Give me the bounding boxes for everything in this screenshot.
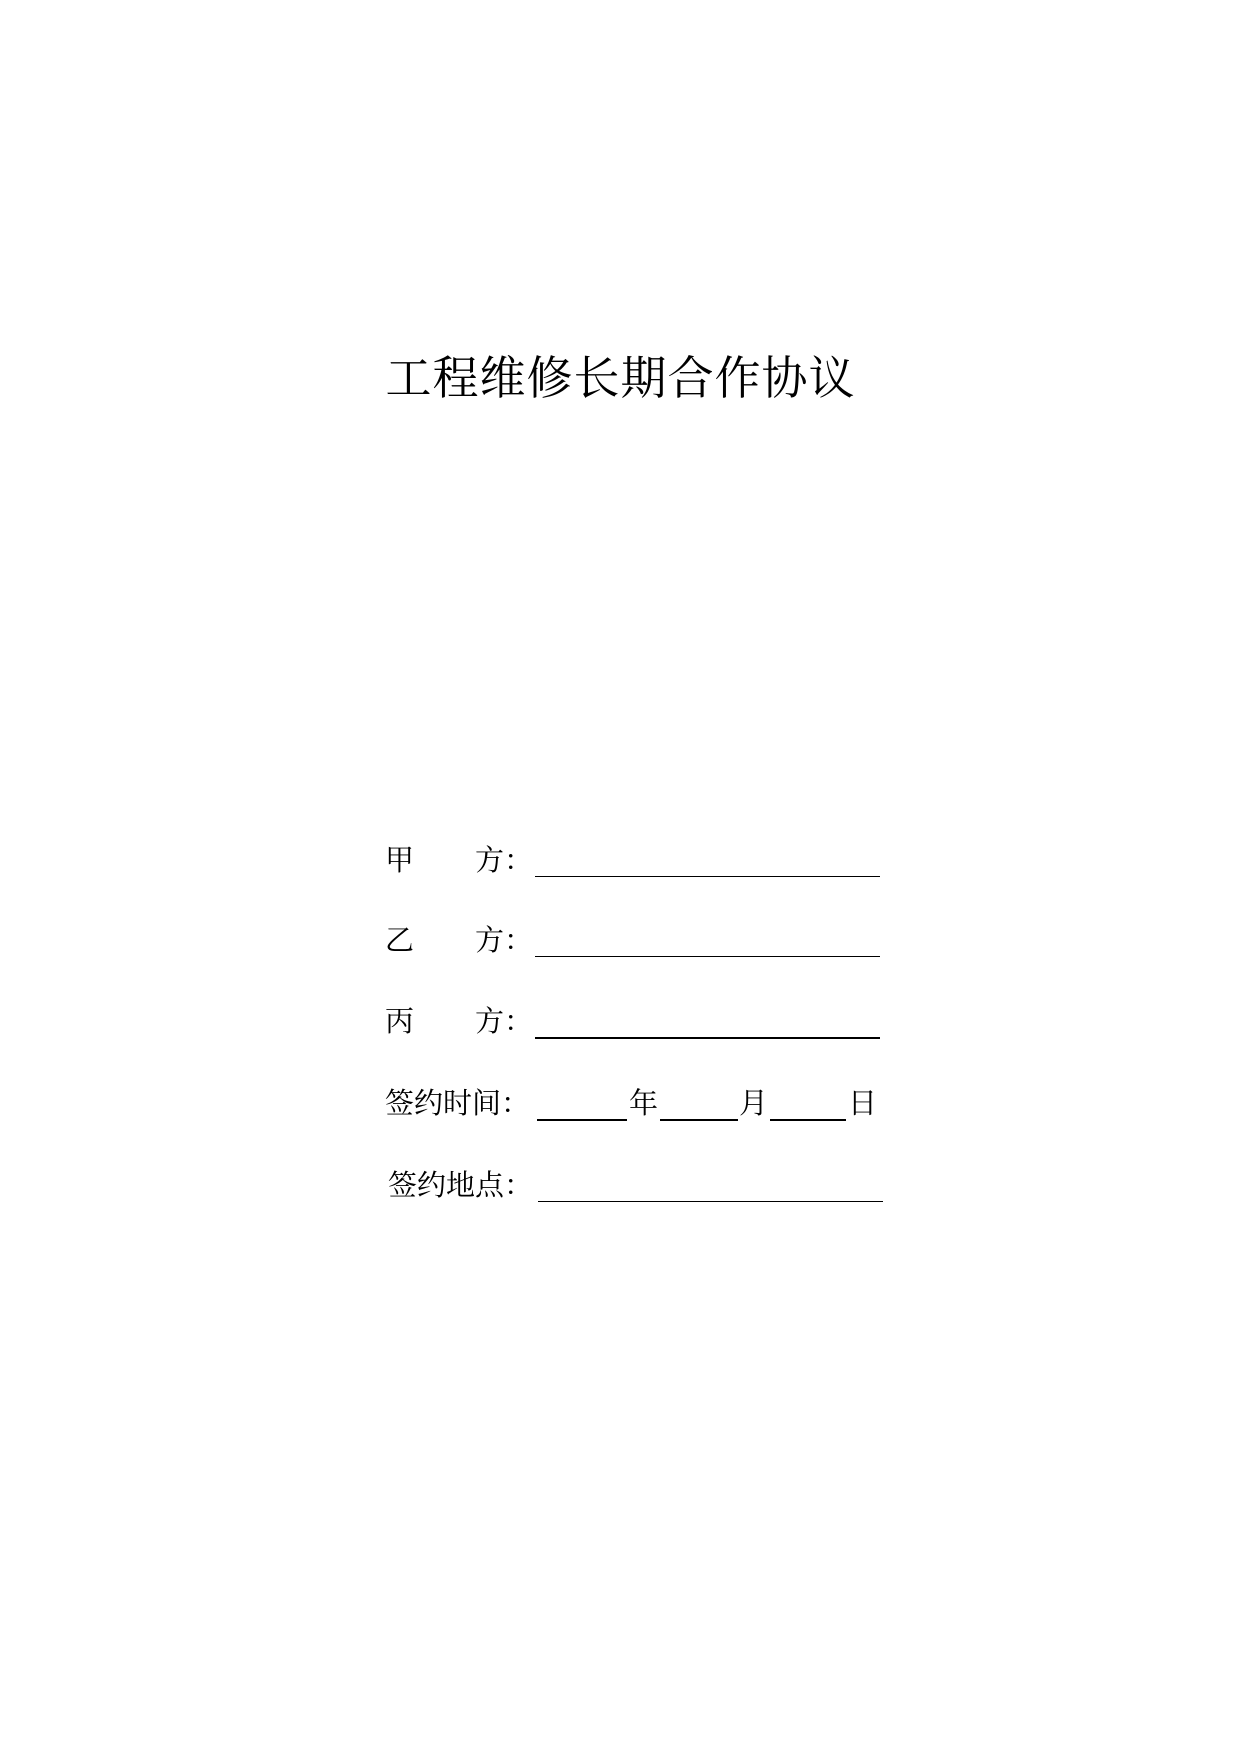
party-b-blank-line[interactable] [535, 956, 880, 957]
year-unit: 年 [629, 1086, 659, 1120]
party-c-blank-line[interactable] [535, 1037, 880, 1039]
party-a-label [385, 840, 535, 880]
party-a-blank-line[interactable] [535, 876, 880, 877]
sign-place-row [385, 1165, 905, 1205]
sign-time-label: 签约时间： [385, 1086, 531, 1120]
month-blank-line[interactable] [660, 1119, 738, 1121]
party-a-label-char: 甲 [385, 843, 415, 877]
month-unit: 月 [739, 1086, 769, 1120]
day-unit: 日 [848, 1086, 878, 1120]
party-a-row [385, 840, 905, 880]
party-c-row [385, 1001, 905, 1041]
day-blank-line[interactable] [770, 1119, 846, 1121]
year-blank-line[interactable] [537, 1119, 627, 1121]
party-b-label-suffix: 方： [475, 923, 534, 957]
party-c-label [385, 1001, 535, 1041]
party-c-label-char: 丙 [385, 1004, 415, 1038]
sign-place-label: 签约地点： [388, 1168, 534, 1202]
page-title: 工程维修长期合作协议 [385, 351, 856, 405]
party-c-label-suffix: 方： [475, 1004, 534, 1038]
party-b-row [385, 920, 905, 960]
party-a-label-suffix: 方： [475, 843, 534, 877]
party-b-label [385, 920, 535, 960]
sign-place-blank-line[interactable] [538, 1201, 883, 1202]
party-b-label-char: 乙 [385, 923, 415, 957]
sign-time-row [385, 1083, 905, 1123]
